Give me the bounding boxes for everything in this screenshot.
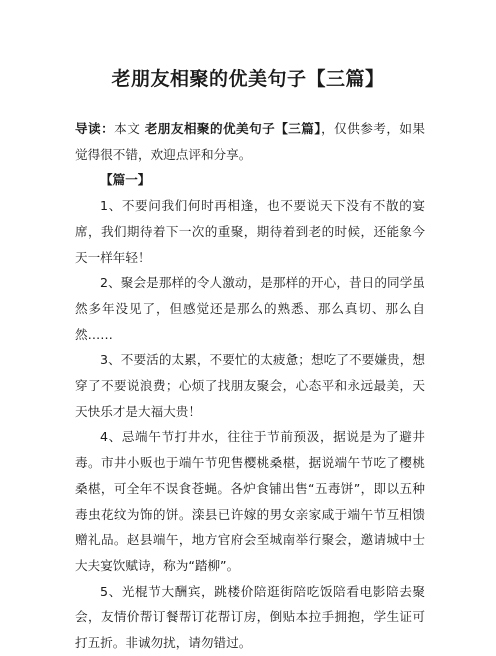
paragraph-4: 4、忌端午节打井水，往往于节前预汲，据说是为了避井毒。市井小贩也于端午节兜售樱桃桑椹，据说端午节吃了樱桃桑椹，可全年不误食苍蝇。各炉食铺出售“五毒饼”，即以五种毒虫花纹为饰的饼。滦县已许嫁的男女亲家咸于端午节互相馈赠礼品。赵县端午，地方官府会至城南举行聚会，邀请城中士大夫宴饮赋诗，称为“踏柳”。	[75, 429, 425, 573]
section-heading: 【篇一】	[100, 172, 151, 188]
document-body	[75, 116, 425, 656]
lead-paragraph	[75, 116, 425, 167]
document-title: 老朋友相聚的优美句子【三篇】	[111, 68, 385, 90]
paragraph-3: 3、不要活的太累，不要忙的太疲惫；想吃了不要嫌贵，想穿了不要说浪费；心烦了找朋友聚会，心态平和永远最美，天天快乐才是大福大贵！	[75, 352, 425, 419]
paragraph-2: 2、聚会是那样的令人激动，是那样的开心，昔日的同学虽然多年没见了，但感觉还是那么的熟悉、那么真切、那么自然……	[75, 275, 425, 342]
paragraph-1: 1、不要问我们何时再相逢，也不要说天下没有不散的宴席，我们期待着下一次的重聚，期待着到老的时候，还能象今天一样年轻！	[75, 198, 425, 265]
lead-suffix: ，仅供参考，如果觉得很不错，欢迎点评和分享。	[75, 121, 426, 162]
lead-title: 老朋友相聚的优美句子【三篇】	[144, 121, 322, 136]
paragraph-5: 5、光棍节大酬宾，跳楼价陪逛街陪吃饭陪看电影陪去聚会，友情价帮订餐帮订花帮订房，倒贴本拉手拥抱，学生证可打五折。非诚勿扰，请勿错过。	[75, 583, 425, 651]
lead-prefix: 本文	[114, 121, 145, 136]
lead-label: 导读：	[75, 121, 115, 136]
